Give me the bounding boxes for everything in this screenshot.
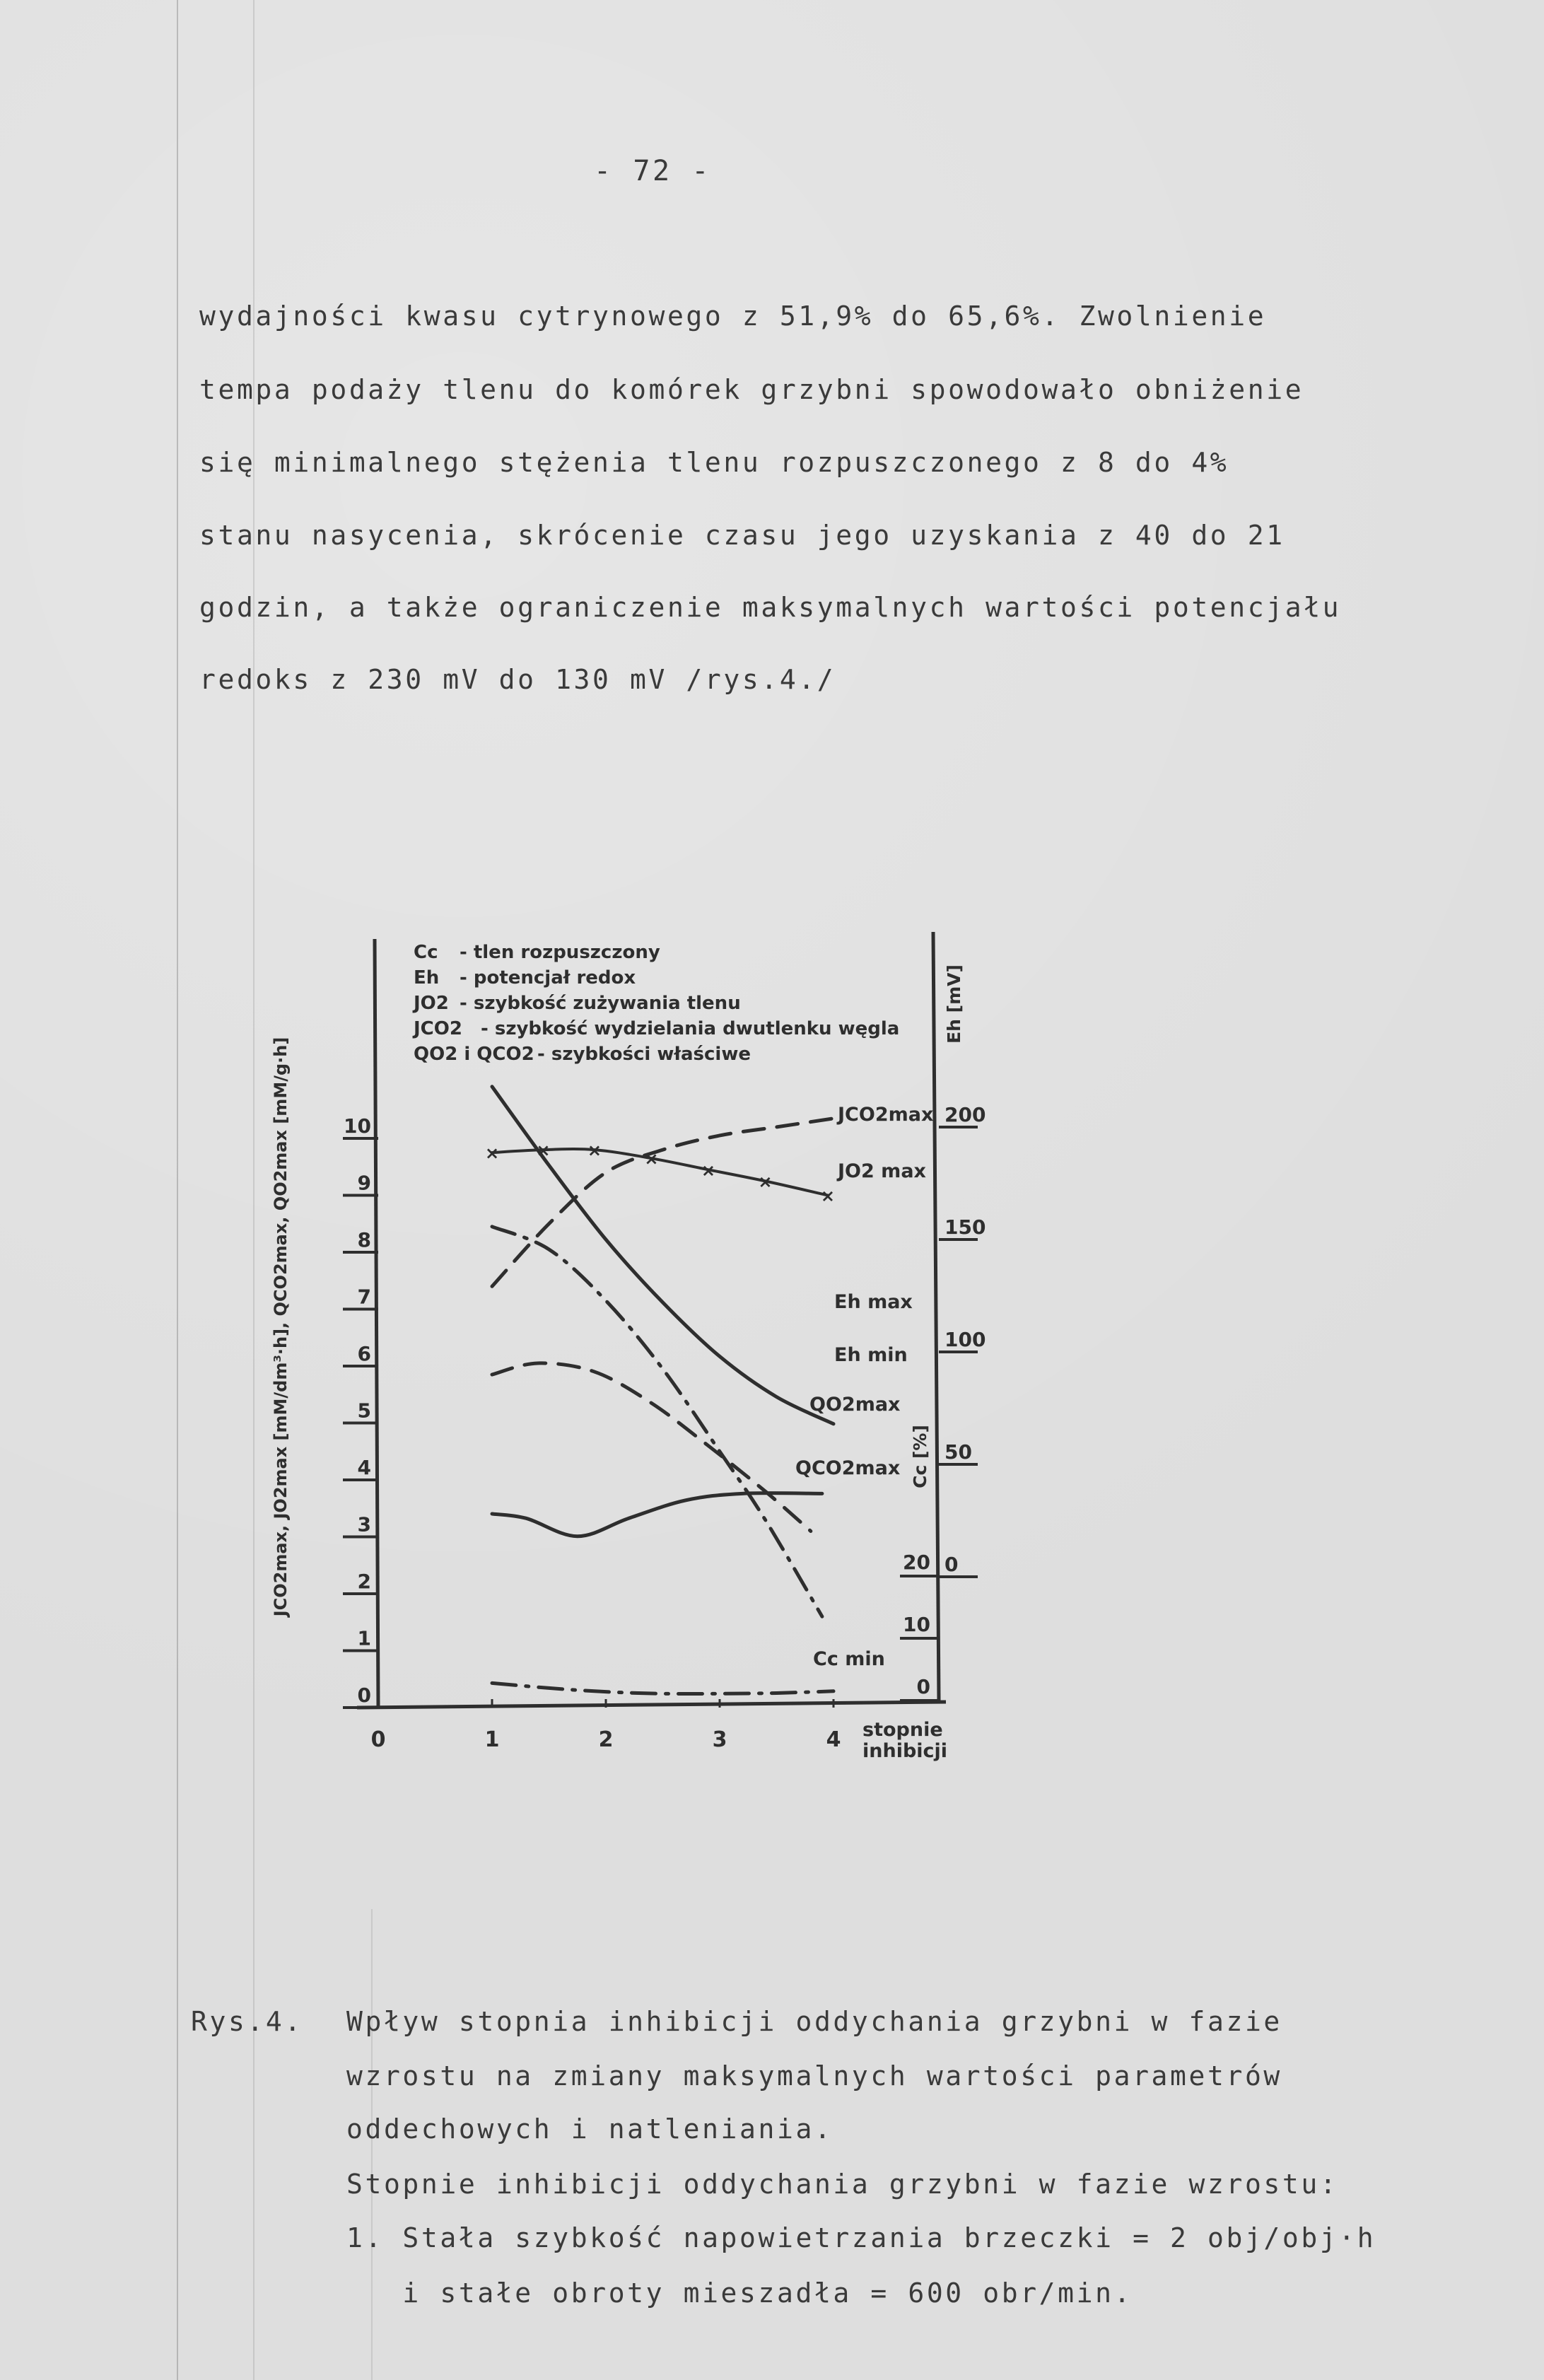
body-line: redoks z 230 mV do 130 mV /rys.4./	[199, 664, 836, 695]
y-tick-label: 8	[357, 1228, 371, 1252]
series-qco2max	[492, 1227, 822, 1617]
series-label: QCO2max	[795, 1457, 901, 1479]
caption-line: oddechowych i natleniania.	[346, 2113, 834, 2145]
data-point-x-marker: ×	[701, 1160, 715, 1181]
x-tick-label: 1	[484, 1727, 500, 1752]
body-line: godzin, a także ograniczenie maksymalnych wartości potencjału	[199, 592, 1342, 623]
body-line: wydajności kwasu cytrynowego z 51,9% do 65,6%. Zwolnienie	[199, 301, 1267, 332]
legend-symbol: Eh	[414, 967, 440, 988]
data-point-x-marker: ×	[587, 1141, 602, 1161]
y-tick-label: 1	[357, 1626, 371, 1650]
legend-text: - szybkości właściwe	[537, 1044, 751, 1065]
chart-legend	[412, 942, 899, 1065]
x-tick-label: 2	[598, 1727, 614, 1752]
cc-axis-label: Cc [%]	[910, 1425, 930, 1488]
chart-series	[485, 1087, 835, 1694]
y-tick-label: 9	[357, 1171, 371, 1195]
x-axis-label: inhibicji	[862, 1740, 948, 1762]
caption-line: 1. Stała szybkość napowietrzania brzeczki = 2 obj/obj·h	[346, 2222, 1376, 2253]
legend-symbol: JCO2	[414, 1018, 462, 1039]
series-label: QO2max	[809, 1394, 901, 1416]
x-tick-label: 3	[712, 1727, 727, 1752]
series-cc-min	[492, 1683, 834, 1693]
caption-line: wzrostu na zmiany maksymalnych wartości parametrów	[346, 2060, 1282, 2092]
series-label: JCO2max	[838, 1104, 934, 1126]
legend-text: - szybkość zużywania tlenu	[460, 993, 741, 1014]
data-point-x-marker: ×	[758, 1172, 773, 1192]
data-point-x-marker: ×	[536, 1141, 551, 1161]
chart-series-labels	[795, 1104, 933, 1670]
legend-symbol: JO2	[414, 993, 449, 1014]
y-tick-label: 0	[357, 1684, 371, 1707]
caption-line: Wpływ stopnia inhibicji oddychania grzybni w fazie	[346, 2006, 1282, 2037]
x-tick-label: 4	[826, 1727, 841, 1752]
eh-tick-label: 50	[944, 1440, 972, 1464]
legend-symbol: QO2 i QCO2	[414, 1044, 534, 1065]
y-tick-label: 3	[357, 1512, 371, 1536]
y-axis-label: JCO2max, JO2max [mM/dm³·h], QCO2max, QO2max [mM/g·h]	[271, 1037, 291, 1617]
x-axis-label: stopnie	[862, 1719, 943, 1741]
y-tick-label: 5	[357, 1399, 371, 1423]
y-tick-label: 6	[357, 1342, 371, 1365]
eh-tick-label: 200	[944, 1103, 986, 1126]
caption-line: i stałe obroty mieszadła = 600 obr/min.	[346, 2277, 1133, 2309]
body-line: stanu nasycenia, skrócenie czasu jego uzyskania z 40 do 21	[199, 520, 1285, 551]
caption-label: Rys.4.	[191, 2006, 303, 2037]
right-axis-line	[933, 932, 939, 1701]
left-axis-line	[375, 939, 378, 1708]
eh-tick-label: 150	[944, 1215, 986, 1239]
y-tick-label: 4	[357, 1456, 371, 1479]
cc-tick-label: 10	[903, 1613, 930, 1636]
legend-text: - tlen rozpuszczony	[460, 942, 660, 963]
data-point-x-marker: ×	[644, 1149, 659, 1169]
eh-tick-label: 0	[944, 1553, 959, 1576]
cc-tick-label: 0	[916, 1675, 930, 1698]
data-point-x-marker: ×	[820, 1186, 836, 1206]
x-tick-label: 0	[370, 1727, 386, 1752]
eh-tick-label: 100	[944, 1328, 986, 1351]
series-label: Cc min	[813, 1648, 885, 1670]
legend-text: - szybkość wydzielania dwutlenku węgla	[481, 1018, 900, 1039]
y-tick-label: 7	[357, 1285, 371, 1309]
body-line: się minimalnego stężenia tlenu rozpuszczonego z 8 do 4%	[199, 447, 1229, 478]
series-line	[492, 1683, 834, 1693]
legend-text: - potencjał redox	[460, 967, 636, 988]
body-line: tempa podaży tlenu do komórek grzybni spowodowało obniżenie	[199, 374, 1304, 405]
y-tick-label: 2	[357, 1570, 371, 1593]
series-label: JO2 max	[838, 1160, 926, 1182]
x-axis-line	[357, 1702, 946, 1708]
page-number: - 72 -	[594, 155, 712, 187]
series-label: Eh max	[834, 1291, 913, 1313]
legend-symbol: Cc	[414, 942, 438, 963]
data-point-x-marker: ×	[484, 1143, 500, 1164]
eh-axis-label: Eh [mV]	[944, 964, 964, 1044]
series-line	[492, 1227, 822, 1616]
series-label: Eh min	[834, 1344, 908, 1366]
caption-line: Stopnie inhibicji oddychania grzybni w fazie wzrostu:	[346, 2169, 1339, 2200]
series-eh-max	[492, 1087, 834, 1424]
y-tick-label: 10	[344, 1114, 371, 1138]
series-line	[492, 1087, 834, 1424]
cc-tick-label: 20	[903, 1551, 930, 1574]
